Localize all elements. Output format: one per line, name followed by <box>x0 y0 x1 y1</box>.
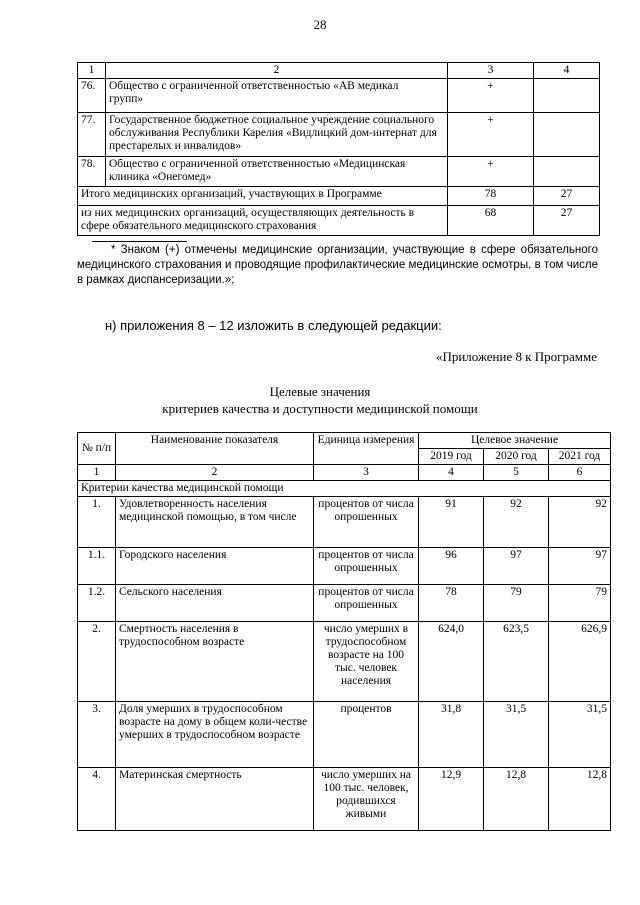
participation-mark: + <box>448 157 534 187</box>
table-row <box>78 497 611 548</box>
value-2021: 626,9 <box>549 622 611 702</box>
indicator-unit: процентов <box>314 702 419 768</box>
table-row <box>78 113 600 157</box>
indicator-unit: число умерших на 100 тыс. человек, родившихся живыми <box>314 768 419 831</box>
column-number-row <box>78 465 611 481</box>
indicator-unit: число умерших в трудоспособном возрасте на 100 тыс. человек населения <box>314 622 419 702</box>
indicator-unit: процентов от числа опрошенных <box>314 585 419 622</box>
table-header-row <box>78 63 600 79</box>
oms-participants: 68 <box>448 206 534 236</box>
column-number: 3 <box>314 465 419 481</box>
value-2019: 624,0 <box>419 622 484 702</box>
page-number: 28 <box>313 17 327 32</box>
value-2021: 97 <box>549 548 611 585</box>
oms-mark <box>534 113 600 157</box>
oms-row <box>78 206 600 236</box>
value-2019: 91 <box>419 497 484 548</box>
indicator-name: Доля умерших в трудоспособном возрасте на дому в общем коли-честве умерших в трудоспособном возрасте <box>116 702 314 768</box>
header-num: № п/п <box>78 433 116 465</box>
table-header-row <box>78 433 611 449</box>
row-number: 1.1. <box>78 548 116 585</box>
table-row <box>78 622 611 702</box>
row-number: 3. <box>78 702 116 768</box>
value-2021: 31,5 <box>549 702 611 768</box>
value-2020: 92 <box>484 497 549 548</box>
section-row <box>78 481 611 497</box>
value-2020: 97 <box>484 548 549 585</box>
row-number: 1. <box>78 497 116 548</box>
organizations-table <box>77 62 600 236</box>
document-subtitle: критериев качества и доступности медицинской помощи <box>162 401 478 416</box>
value-2021: 79 <box>549 585 611 622</box>
total-row <box>78 187 600 206</box>
column-number: 1 <box>78 465 116 481</box>
participation-mark: + <box>448 79 534 113</box>
value-2021: 92 <box>549 497 611 548</box>
header-cell: 3 <box>448 63 534 79</box>
row-number: 77. <box>78 113 106 157</box>
table-row <box>78 79 600 113</box>
table-row <box>78 548 611 585</box>
table-row <box>78 585 611 622</box>
value-2019: 78 <box>419 585 484 622</box>
header-2021: 2021 год <box>549 449 611 465</box>
header-cell: 1 <box>78 63 106 79</box>
amendment-text: н) приложения 8 – 12 изложить в следующей редакции: <box>105 318 442 333</box>
table-row <box>78 157 600 187</box>
value-2020: 12,8 <box>484 768 549 831</box>
value-2019: 96 <box>419 548 484 585</box>
organization-name: Государственное бюджетное социальное учреждение социального обслуживания Республики Карелия «Видлицкий дом-интернат для престарелых и инвалидов» <box>106 113 448 157</box>
indicator-name: Сельского населения <box>116 585 314 622</box>
total-participants: 78 <box>448 187 534 206</box>
oms-label: из них медицинских организаций, осуществляющих деятельность в сфере обязательного медицинского страхования <box>78 206 448 236</box>
table-row <box>78 768 611 831</box>
table-row <box>78 702 611 768</box>
oms-mark <box>534 79 600 113</box>
row-number: 1.2. <box>78 585 116 622</box>
participation-mark: + <box>448 113 534 157</box>
organization-name: Общество с ограниченной ответственностью «Медицинская клиника «Онегомед» <box>106 157 448 187</box>
indicator-name: Городского населения <box>116 548 314 585</box>
document-title: Целевые значения <box>269 384 371 399</box>
value-2019: 31,8 <box>419 702 484 768</box>
appendix-label: «Приложение 8 к Программе <box>435 349 597 364</box>
footnote: * Знаком (+) отмечены медицинские организации, участвующие в сфере обязательного медицинского страхования и проводящие профилактические медицинские осмотры, в том числе в рамках диспансеризации.»; <box>77 244 598 286</box>
header-cell: 2 <box>106 63 448 79</box>
row-number: 2. <box>78 622 116 702</box>
organization-name: Общество с ограниченной ответственностью «АВ медикал групп» <box>106 79 448 113</box>
value-2020: 79 <box>484 585 549 622</box>
indicator-name: Материнская смертность <box>116 768 314 831</box>
row-number: 4. <box>78 768 116 831</box>
value-2020: 623,5 <box>484 622 549 702</box>
indicator-unit: процентов от числа опрошенных <box>314 548 419 585</box>
header-name: Наименование показателя <box>116 433 314 465</box>
total-label: Итого медицинских организаций, участвующих в Программе <box>78 187 448 206</box>
column-number: 6 <box>549 465 611 481</box>
column-number: 4 <box>419 465 484 481</box>
column-number: 5 <box>484 465 549 481</box>
header-cell: 4 <box>534 63 600 79</box>
oms-mark <box>534 157 600 187</box>
indicator-unit: процентов от числа опрошенных <box>314 497 419 548</box>
total-oms: 27 <box>534 187 600 206</box>
header-target: Целевое значение <box>419 433 611 449</box>
row-number: 76. <box>78 79 106 113</box>
header-unit: Единица измерения <box>314 433 419 465</box>
target-values-table <box>77 432 611 831</box>
column-number: 2 <box>116 465 314 481</box>
value-2020: 31,5 <box>484 702 549 768</box>
header-2020: 2020 год <box>484 449 549 465</box>
row-number: 78. <box>78 157 106 187</box>
section-title: Критерии качества медицинской помощи <box>78 481 611 497</box>
value-2021: 12,8 <box>549 768 611 831</box>
footnote-divider <box>92 241 187 242</box>
indicator-name: Смертность населения в трудоспособном возрасте <box>116 622 314 702</box>
indicator-name: Удовлетворенность населения медицинской помощью, в том числе <box>116 497 314 548</box>
oms-count: 27 <box>534 206 600 236</box>
value-2019: 12,9 <box>419 768 484 831</box>
header-2019: 2019 год <box>419 449 484 465</box>
